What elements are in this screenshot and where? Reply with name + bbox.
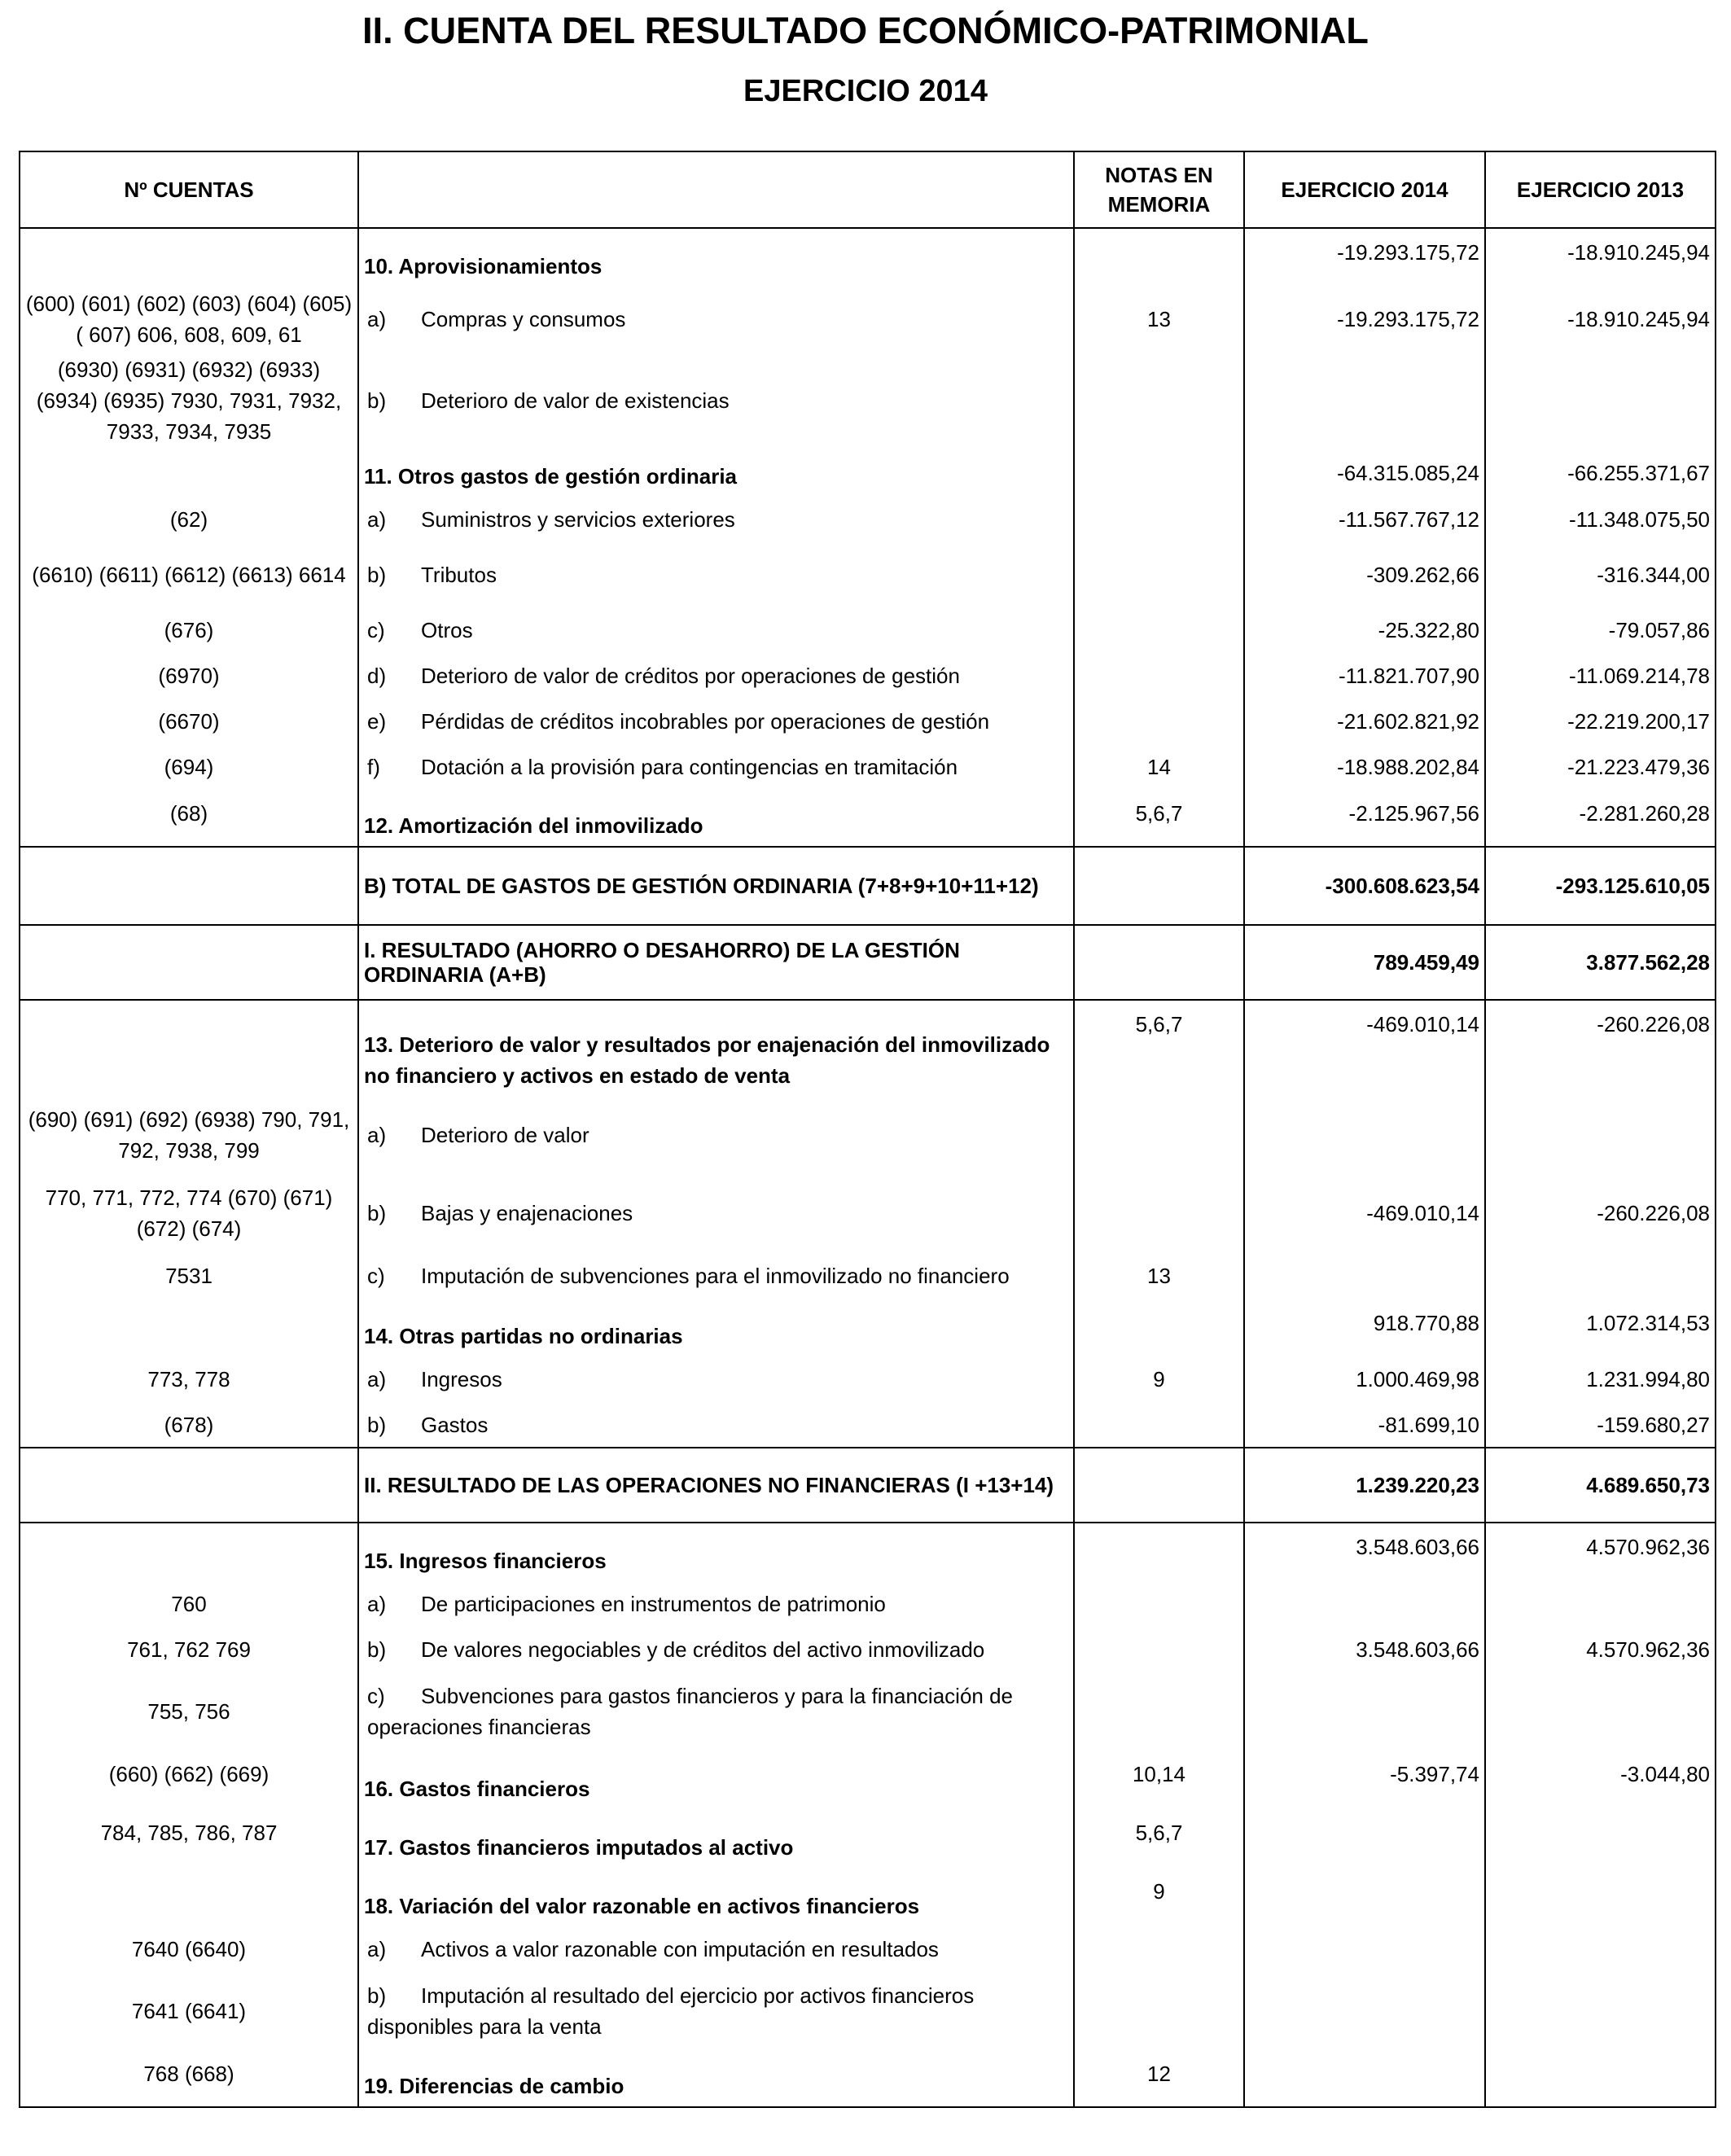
- item-label: b): [367, 563, 387, 587]
- value-2014-cell: -11.567.767,12: [1244, 497, 1485, 542]
- item-text: Deterioro de valor de existencias: [421, 388, 730, 413]
- value-2014-cell: 789.459,49: [1244, 925, 1485, 1000]
- note-cell: [1074, 352, 1244, 449]
- value-2014-cell: 3.548.603,66: [1244, 1627, 1485, 1672]
- description-cell: [358, 1627, 1074, 1672]
- section-financial: [20, 1523, 1716, 2107]
- item-label: a): [367, 307, 387, 331]
- note-cell: [1074, 449, 1244, 497]
- value-2014-cell: 1.000.469,98: [1244, 1356, 1485, 1402]
- value-2013-cell: [1485, 1252, 1716, 1299]
- item-label: b): [367, 1983, 387, 2008]
- table-row: [20, 1448, 1716, 1523]
- value-2014-cell: [1244, 1672, 1485, 1751]
- account-cell: (676): [20, 607, 358, 653]
- description-cell: [358, 1096, 1074, 1174]
- item-text: Gastos: [421, 1412, 489, 1437]
- note-cell: 10,14: [1074, 1751, 1244, 1809]
- value-2013-cell: [1485, 1972, 1716, 2050]
- note-cell: 13: [1074, 287, 1244, 352]
- item-text: Pérdidas de créditos incobrables por operaciones de gestión: [421, 709, 990, 734]
- note-cell: 5,6,7: [1074, 790, 1244, 847]
- value-2013-cell: [1485, 1809, 1716, 1868]
- table-row: [20, 744, 1716, 790]
- item-label: d): [367, 664, 387, 688]
- description-cell: [358, 699, 1074, 744]
- note-cell: [1074, 542, 1244, 607]
- item-text: Suministros y servicios exteriores: [421, 507, 735, 532]
- value-2013-cell: -293.125.610,05: [1485, 847, 1716, 925]
- value-2014-cell: -11.821.707,90: [1244, 653, 1485, 699]
- value-2014-cell: [1244, 352, 1485, 449]
- value-2013-cell: [1485, 2050, 1716, 2107]
- account-cell: [20, 925, 358, 1000]
- value-2013-cell: 1.231.994,80: [1485, 1356, 1716, 1402]
- note-cell: 14: [1074, 744, 1244, 790]
- item-text: Otros: [421, 618, 473, 642]
- description-cell: [358, 497, 1074, 542]
- note-cell: [1074, 925, 1244, 1000]
- description-cell: [358, 1581, 1074, 1627]
- description-cell: 19. Diferencias de cambio: [358, 2050, 1074, 2107]
- report-subtitle: EJERCICIO 2014: [743, 74, 988, 108]
- item-label: c): [367, 1684, 385, 1708]
- item-label: c): [367, 1264, 385, 1288]
- account-cell: [20, 449, 358, 497]
- value-2014-cell: 918.770,88: [1244, 1299, 1485, 1356]
- account-cell: [20, 228, 358, 287]
- description-cell: [358, 607, 1074, 653]
- value-2014-cell: -309.262,66: [1244, 542, 1485, 607]
- item-label: a): [367, 507, 387, 532]
- value-2014-cell: -81.699,10: [1244, 1402, 1485, 1448]
- description-cell: 10. Aprovisionamientos: [358, 228, 1074, 287]
- value-2014-cell: [1244, 2050, 1485, 2107]
- item-label: b): [367, 1201, 387, 1225]
- value-2014-cell: -300.608.623,54: [1244, 847, 1485, 925]
- note-cell: [1074, 497, 1244, 542]
- item-label: b): [367, 388, 387, 413]
- income-statement-table: [19, 151, 1716, 2108]
- table-row: [20, 228, 1716, 287]
- item-text: Dotación a la provisión para contingencias en tramitación: [421, 755, 958, 779]
- item-text: De participaciones en instrumentos de patrimonio: [421, 1592, 886, 1616]
- note-cell: 9: [1074, 1868, 1244, 1926]
- item-text: Imputación de subvenciones para el inmovilizado no financiero: [421, 1264, 1010, 1288]
- value-2013-cell: -18.910.245,94: [1485, 287, 1716, 352]
- item-text: Deterioro de valor: [421, 1123, 589, 1147]
- item-label: b): [367, 1637, 387, 1662]
- description-cell: [358, 744, 1074, 790]
- account-cell: (6970): [20, 653, 358, 699]
- description-cell: I. RESULTADO (AHORRO O DESAHORRO) DE LA GESTIÓN ORDINARIA (A+B): [358, 925, 1074, 1000]
- value-2013-cell: [1485, 352, 1716, 449]
- note-cell: 12: [1074, 2050, 1244, 2107]
- value-2014-cell: -18.988.202,84: [1244, 744, 1485, 790]
- value-2014-cell: -469.010,14: [1244, 1174, 1485, 1252]
- value-2014-cell: [1244, 1972, 1485, 2050]
- account-cell: (6610) (6611) (6612) (6613) 6614: [20, 542, 358, 607]
- description-cell: 12. Amortización del inmovilizado: [358, 790, 1074, 847]
- header-year-2014: EJERCICIO 2014: [1244, 151, 1485, 228]
- table-row: [20, 1751, 1716, 1809]
- item-text: Subvenciones para gastos financieros y para la financiación de operaciones financieras: [367, 1684, 1014, 1739]
- item-label: f): [367, 755, 380, 779]
- table-row: [20, 607, 1716, 653]
- value-2013-cell: -2.281.260,28: [1485, 790, 1716, 847]
- note-cell: [1074, 1581, 1244, 1627]
- value-2014-cell: 1.239.220,23: [1244, 1448, 1485, 1523]
- value-2013-cell: -11.069.214,78: [1485, 653, 1716, 699]
- account-cell: 770, 771, 772, 774 (670) (671) (672) (674): [20, 1174, 358, 1252]
- item-label: a): [367, 1592, 387, 1616]
- note-cell: 5,6,7: [1074, 1809, 1244, 1868]
- value-2013-cell: -159.680,27: [1485, 1402, 1716, 1448]
- value-2013-cell: [1485, 1581, 1716, 1627]
- table-row: [20, 449, 1716, 497]
- description-cell: [358, 1252, 1074, 1299]
- value-2013-cell: [1485, 1926, 1716, 1972]
- description-cell: 15. Ingresos financieros: [358, 1523, 1074, 1581]
- table-row: [20, 1299, 1716, 1356]
- note-cell: [1074, 228, 1244, 287]
- account-cell: 773, 778: [20, 1356, 358, 1402]
- table-row: [20, 1926, 1716, 1972]
- table-row: [20, 2050, 1716, 2107]
- value-2014-cell: [1244, 1926, 1485, 1972]
- value-2014-cell: -64.315.085,24: [1244, 449, 1485, 497]
- note-cell: [1074, 653, 1244, 699]
- account-cell: [20, 1523, 358, 1581]
- description-cell: [358, 1402, 1074, 1448]
- table-row: [20, 1000, 1716, 1096]
- header-description: [358, 151, 1074, 228]
- account-cell: 7640 (6640): [20, 1926, 358, 1972]
- value-2014-cell: -25.322,80: [1244, 607, 1485, 653]
- account-cell: (68): [20, 790, 358, 847]
- account-cell: 761, 762 769: [20, 1627, 358, 1672]
- report-title: II. CUENTA DEL RESULTADO ECONÓMICO-PATRIMONIAL: [362, 10, 1369, 51]
- table-row: [20, 1972, 1716, 2050]
- table-row: [20, 1809, 1716, 1868]
- value-2013-cell: 4.689.650,73: [1485, 1448, 1716, 1523]
- item-text: De valores negociables y de créditos del activo inmovilizado: [421, 1637, 985, 1662]
- table-row: [20, 1402, 1716, 1448]
- value-2013-cell: [1485, 1096, 1716, 1174]
- account-cell: (6930) (6931) (6932) (6933) (6934) (6935) 7930, 7931, 7932, 7933, 7934, 7935: [20, 352, 358, 449]
- table-row: [20, 1174, 1716, 1252]
- item-label: c): [367, 618, 385, 642]
- section-non-ordinary: [20, 1000, 1716, 1448]
- table-row: [20, 1581, 1716, 1627]
- value-2013-cell: -11.348.075,50: [1485, 497, 1716, 542]
- note-cell: 5,6,7: [1074, 1000, 1244, 1096]
- account-cell: (6670): [20, 699, 358, 744]
- account-cell: 755, 756: [20, 1672, 358, 1751]
- result-non-financial: [20, 1448, 1716, 1523]
- note-cell: [1074, 607, 1244, 653]
- item-label: a): [367, 1367, 387, 1391]
- description-cell: [358, 1972, 1074, 2050]
- value-2014-cell: -21.602.821,92: [1244, 699, 1485, 744]
- account-cell: 7641 (6641): [20, 1972, 358, 2050]
- note-cell: [1074, 1627, 1244, 1672]
- item-label: b): [367, 1412, 387, 1437]
- header-accounts: Nº CUENTAS: [20, 151, 358, 228]
- note-cell: [1074, 1402, 1244, 1448]
- value-2013-cell: [1485, 1672, 1716, 1751]
- value-2013-cell: 4.570.962,36: [1485, 1627, 1716, 1672]
- item-text: Compras y consumos: [421, 307, 626, 331]
- account-cell: (694): [20, 744, 358, 790]
- table-row: [20, 925, 1716, 1000]
- table-row: [20, 542, 1716, 607]
- note-cell: [1074, 1096, 1244, 1174]
- account-cell: [20, 1448, 358, 1523]
- description-cell: [358, 352, 1074, 449]
- account-cell: 7531: [20, 1252, 358, 1299]
- item-text: Deterioro de valor de créditos por operaciones de gestión: [421, 664, 960, 688]
- value-2014-cell: [1244, 1581, 1485, 1627]
- description-cell: 13. Deterioro de valor y resultados por enajenación del inmovilizado no financiero y activos en estado de venta: [358, 1000, 1074, 1096]
- note-cell: [1074, 699, 1244, 744]
- table-row: [20, 653, 1716, 699]
- value-2013-cell: -3.044,80: [1485, 1751, 1716, 1809]
- table-row: [20, 699, 1716, 744]
- description-cell: [358, 542, 1074, 607]
- header-notes: NOTAS EN MEMORIA: [1074, 151, 1244, 228]
- note-cell: [1074, 1299, 1244, 1356]
- item-label: e): [367, 709, 387, 734]
- description-cell: 16. Gastos financieros: [358, 1751, 1074, 1809]
- description-cell: [358, 1926, 1074, 1972]
- description-cell: 14. Otras partidas no ordinarias: [358, 1299, 1074, 1356]
- account-cell: (690) (691) (692) (6938) 790, 791, 792, 7938, 799: [20, 1096, 358, 1174]
- account-cell: (600) (601) (602) (603) (604) (605) ( 607) 606, 608, 609, 61: [20, 287, 358, 352]
- value-2014-cell: -5.397,74: [1244, 1751, 1485, 1809]
- item-text: Ingresos: [421, 1367, 502, 1391]
- table-row: [20, 1252, 1716, 1299]
- item-label: a): [367, 1123, 387, 1147]
- value-2014-cell: [1244, 1252, 1485, 1299]
- note-cell: 13: [1074, 1252, 1244, 1299]
- table-row: [20, 1868, 1716, 1926]
- value-2014-cell: [1244, 1868, 1485, 1926]
- account-cell: [20, 1299, 358, 1356]
- value-2013-cell: -18.910.245,94: [1485, 228, 1716, 287]
- table-row: [20, 1356, 1716, 1402]
- note-cell: [1074, 1448, 1244, 1523]
- value-2013-cell: 4.570.962,36: [1485, 1523, 1716, 1581]
- note-cell: [1074, 847, 1244, 925]
- account-cell: [20, 1000, 358, 1096]
- account-cell: (62): [20, 497, 358, 542]
- description-cell: [358, 653, 1074, 699]
- value-2013-cell: -66.255.371,67: [1485, 449, 1716, 497]
- total-operating-expenses: [20, 847, 1716, 925]
- section-operating-expenses: [20, 228, 1716, 847]
- value-2013-cell: 1.072.314,53: [1485, 1299, 1716, 1356]
- table-header-row: [20, 151, 1716, 228]
- item-text: Bajas y enajenaciones: [421, 1201, 633, 1225]
- account-cell: [20, 847, 358, 925]
- value-2013-cell: 3.877.562,28: [1485, 925, 1716, 1000]
- value-2013-cell: -260.226,08: [1485, 1000, 1716, 1096]
- table-row: [20, 1096, 1716, 1174]
- account-cell: [20, 1868, 358, 1926]
- value-2013-cell: -21.223.479,36: [1485, 744, 1716, 790]
- value-2014-cell: [1244, 1096, 1485, 1174]
- value-2014-cell: -469.010,14: [1244, 1000, 1485, 1096]
- description-cell: II. RESULTADO DE LAS OPERACIONES NO FINANCIERAS (I +13+14): [358, 1448, 1074, 1523]
- note-cell: 9: [1074, 1356, 1244, 1402]
- table-row: [20, 287, 1716, 352]
- account-cell: 768 (668): [20, 2050, 358, 2107]
- description-cell: [358, 1672, 1074, 1751]
- table-row: [20, 1627, 1716, 1672]
- description-cell: [358, 287, 1074, 352]
- account-cell: 760: [20, 1581, 358, 1627]
- note-cell: [1074, 1174, 1244, 1252]
- value-2013-cell: -22.219.200,17: [1485, 699, 1716, 744]
- value-2013-cell: -79.057,86: [1485, 607, 1716, 653]
- description-cell: 11. Otros gastos de gestión ordinaria: [358, 449, 1074, 497]
- description-cell: B) TOTAL DE GASTOS DE GESTIÓN ORDINARIA (7+8+9+10+11+12): [358, 847, 1074, 925]
- value-2014-cell: 3.548.603,66: [1244, 1523, 1485, 1581]
- account-cell: (660) (662) (669): [20, 1751, 358, 1809]
- table-row: [20, 352, 1716, 449]
- result-operating: [20, 925, 1716, 1000]
- note-cell: [1074, 1523, 1244, 1581]
- note-cell: [1074, 1972, 1244, 2050]
- table-row: [20, 1672, 1716, 1751]
- value-2013-cell: -316.344,00: [1485, 542, 1716, 607]
- note-cell: [1074, 1672, 1244, 1751]
- item-text: Imputación al resultado del ejercicio por activos financieros disponibles para la venta: [367, 1983, 975, 2039]
- item-text: Tributos: [421, 563, 497, 587]
- account-cell: 784, 785, 786, 787: [20, 1809, 358, 1868]
- account-cell: (678): [20, 1402, 358, 1448]
- table-row: [20, 1523, 1716, 1581]
- value-2014-cell: -19.293.175,72: [1244, 287, 1485, 352]
- table-row: [20, 497, 1716, 542]
- value-2014-cell: -2.125.967,56: [1244, 790, 1485, 847]
- item-label: a): [367, 1937, 387, 1961]
- value-2014-cell: -19.293.175,72: [1244, 228, 1485, 287]
- description-cell: [358, 1356, 1074, 1402]
- note-cell: [1074, 1926, 1244, 1972]
- description-cell: [358, 1174, 1074, 1252]
- value-2014-cell: [1244, 1809, 1485, 1868]
- description-cell: 17. Gastos financieros imputados al activo: [358, 1809, 1074, 1868]
- table-row: [20, 847, 1716, 925]
- value-2013-cell: -260.226,08: [1485, 1174, 1716, 1252]
- description-cell: 18. Variación del valor razonable en activos financieros: [358, 1868, 1074, 1926]
- item-text: Activos a valor razonable con imputación en resultados: [421, 1937, 939, 1961]
- header-year-2013: EJERCICIO 2013: [1485, 151, 1716, 228]
- value-2013-cell: [1485, 1868, 1716, 1926]
- table-row: [20, 790, 1716, 847]
